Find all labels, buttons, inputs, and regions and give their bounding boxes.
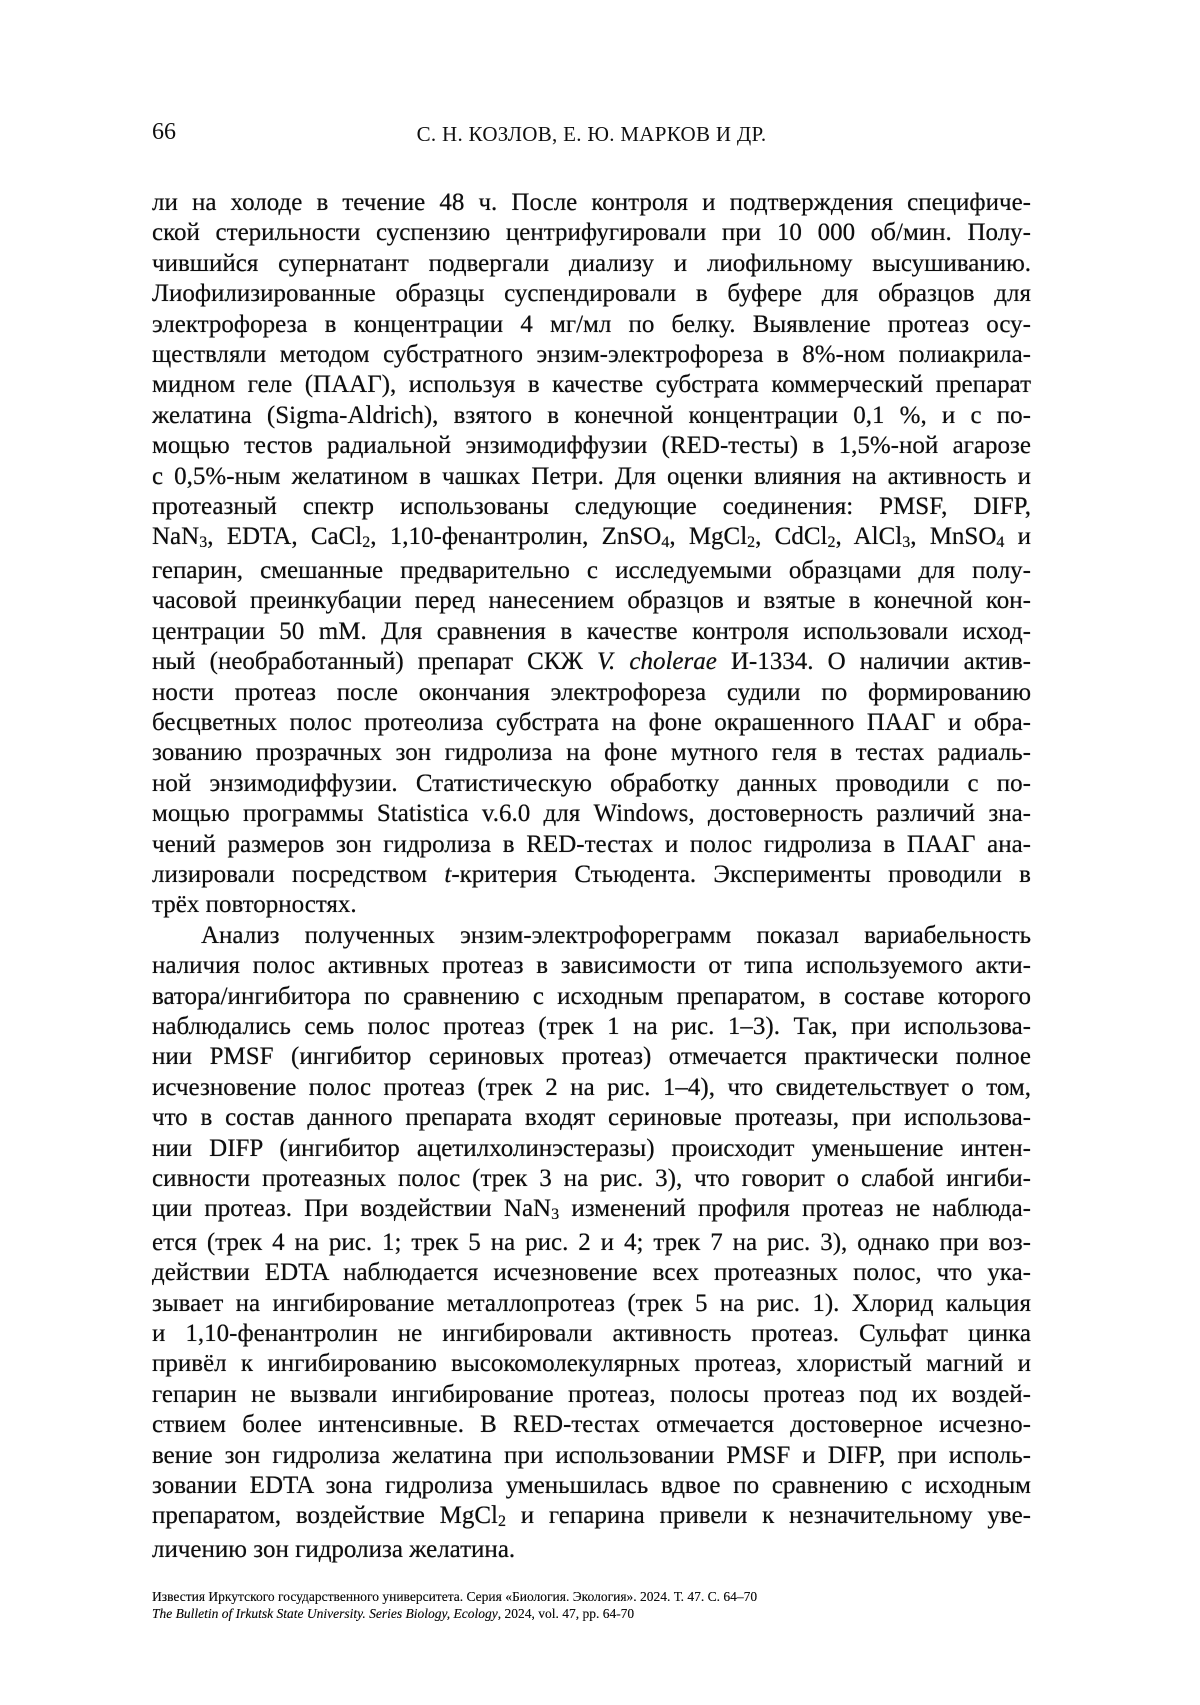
text-segment: что в состав данного препарата входят сериновые протеазы, при использова- [152,1104,1031,1132]
text-line [152,1164,1031,1194]
text-line [152,1471,1031,1501]
text-line [152,890,1031,920]
text-line [152,921,1031,951]
subscript-text: 3 [551,1206,560,1224]
text-segment: ный (необработанный) препарат СКЖ [152,648,597,676]
footer-journal-ru: Известия Иркутского государственного университета. Серия «Биология. Экология». 2024. Т. 47. С. 64–70 [152,1589,758,1604]
text-line [152,522,1031,555]
text-segment: препаратом, воздействие MgCl [152,1502,498,1530]
text-segment: , MnSO [910,523,997,551]
text-segment: , EDTA, CaCl [207,523,363,551]
text-line [152,708,1031,738]
text-line [152,1073,1031,1103]
page-number: 66 [152,119,176,145]
text-segment: мидном геле (ПААГ), используя в качестве субстрата коммерческий препарат [152,371,1031,399]
text-segment: желатина (Sigma-Aldrich), взятого в конечной концентрации 0,1 %, и с по- [152,401,1031,429]
text-line [152,586,1031,616]
text-segment: гепарин не вызвали ингибирование протеаз, полосы протеаз под их воздей- [152,1380,1031,1408]
text-line [152,249,1031,279]
text-segment: и [1004,523,1032,551]
text-line [152,1103,1031,1133]
text-segment: с 0,5%-ным желатином в чашках Петри. Для оценки влияния на активность и [152,462,1031,490]
text-segment: Анализ полученных энзим-электрофореграмм показал вариабельность [201,921,1031,949]
text-segment: ществляли методом субстратного энзим-электрофореза в 8%-ном полиакрила- [152,341,1031,369]
text-line [152,647,1031,677]
text-segment: бесцветных полос протеолиза субстрата на фоне окрашенного ПААГ и обра- [152,708,1031,736]
text-segment: чившийся супернатант подвергали диализу и лиофильному высушиванию. [152,249,1031,277]
text-line [152,860,1031,890]
footer [152,1589,1031,1622]
text-segment: Лиофилизированные образцы суспендировали в буфере для образцов для [152,280,1031,308]
text-segment: лизировали посредством [152,860,445,888]
text-line [152,982,1031,1012]
text-segment: трёх повторностях. [152,891,357,919]
text-line [152,1194,1031,1227]
text-line [152,1535,1031,1565]
text-line [152,462,1031,492]
text-segment: зовании EDTA зона гидролиза уменьшилась вдвое по сравнению с исходным [152,1472,1031,1500]
text-segment: ции протеаз. При воздействии NaN [152,1195,552,1223]
text-segment: зованию прозрачных зон гидролиза на фоне мутного геля в тестах радиаль- [152,739,1031,767]
article-body [152,188,1031,1565]
italic-text: V. cholerae [596,648,717,676]
text-segment: сивности протеазных полос (трек 3 на рис. 3), что говорит о слабой ингиби- [152,1165,1031,1192]
text-line [152,1441,1031,1471]
text-line [152,1289,1031,1319]
text-segment: -критерия Стьюдента. Эксперименты проводили в [451,860,1031,888]
text-segment: центрации 50 mM. Для сравнения в качестве контроля использовали исход- [152,617,1031,645]
text-segment: ности протеаз после окончания электрофореза судили по формированию [152,678,1031,706]
text-segment: И-1334. О наличии актив- [716,648,1031,676]
text-line [152,678,1031,708]
text-line [152,1380,1031,1410]
text-line [152,1042,1031,1072]
subscript-text: 2 [362,534,371,552]
text-line [152,492,1031,522]
subscript-text: 3 [199,534,208,552]
text-segment: часовой преинкубации перед нанесением образцов и взятые в конечной кон- [152,587,1031,615]
text-segment: и 1,10-фенантролин не ингибировали активность протеаз. Сульфат цинка [152,1320,1031,1348]
text-line [152,617,1031,647]
text-segment: вение зон гидролиза желатина при использовании PMSF и DIFP, при исполь- [152,1441,1031,1469]
subscript-text: 2 [497,1513,506,1531]
text-segment: чений размеров зон гидролиза в RED-тестах и полос гидролиза в ПААГ ана- [152,830,1031,858]
text-line [152,401,1031,431]
running-head: С. Н. КОЗЛОВ, Е. Ю. МАРКОВ И ДР. [416,122,767,146]
text-line [152,799,1031,829]
text-line [152,951,1031,981]
text-line [152,1410,1031,1440]
text-line [152,1349,1031,1379]
text-segment: привёл к ингибированию высокомолекулярных протеаз, хлористый магний и [152,1350,1031,1378]
text-segment: гепарин, смешанные предварительно с исследуемыми образцами для полу- [152,556,1031,584]
text-line [152,188,1031,218]
text-line [152,218,1031,248]
text-segment: , CdCl [755,523,828,551]
text-segment: и гепарина привели к незначительному уве- [505,1502,1031,1530]
text-line [152,1134,1031,1164]
text-segment: , 1,10-фенантролин, ZnSO [370,523,662,551]
text-line [152,340,1031,370]
text-segment: ной энзимодиффузии. Статистическую обработку данных проводили с по- [152,769,1031,797]
text-segment: мощью программы Statistica v.6.0 для Windows, достоверность различий зна- [152,800,1031,828]
text-segment: мощью тестов радиальной энзимодиффузии (RED-тесты) в 1,5%-ной агарозе [152,432,1031,460]
text-line [152,1319,1031,1349]
subscript-text: 2 [827,534,836,552]
text-segment: , MgCl [669,523,748,551]
text-segment: зывает на ингибирование металлопротеаз (трек 5 на рис. 1). Хлорид кальция [152,1289,1031,1317]
text-segment: ватора/ингибитора по сравнению с исходным препаратом, в составе которого [152,982,1031,1010]
subscript-text: 4 [996,534,1005,552]
subscript-text: 3 [902,534,911,552]
text-segment: электрофореза в концентрации 4 мг/мл по белку. Выявление протеаз осу- [152,310,1031,338]
text-line [152,556,1031,586]
text-segment: , 2024, vol. 47, pp. 64-70 [497,1605,635,1621]
text-segment: , AlCl [835,523,903,551]
text-line [152,279,1031,309]
text-line [152,431,1031,461]
text-line [152,310,1031,340]
text-segment: исчезновение полос протеаз (трек 2 на рис. 1–4), что свидетельствует о том, [152,1073,1031,1101]
footer-journal-en [152,1606,1031,1623]
text-line [152,738,1031,768]
subscript-text: 2 [747,534,756,552]
text-line [152,1012,1031,1042]
text-segment: ется (трек 4 на рис. 1; трек 5 на рис. 2 и 4; трек 7 на рис. 3), однако при воз- [152,1228,1031,1256]
text-segment: личению зон гидролиза желатина. [152,1535,516,1563]
text-segment: наблюдались семь полос протеаз (трек 1 на рис. 1–3). Так, при использова- [152,1012,1031,1040]
text-segment: ской стерильности суспензию центрифугировали при 10 000 об/мин. Полу- [152,219,1031,247]
text-segment: изменений профиля протеаз не наблюда- [559,1195,1031,1223]
text-segment: действии EDTA наблюдается исчезновение всех протеазных полос, что ука- [152,1259,1031,1287]
italic-text: t [444,860,452,888]
text-segment: нии PMSF (ингибитор сериновых протеаз) отмечается практически полное [152,1043,1031,1071]
text-line [152,1258,1031,1288]
text-segment: NaN [152,523,200,551]
text-line [152,1501,1031,1534]
text-line [152,370,1031,400]
text-line [152,769,1031,799]
subscript-text: 4 [661,534,670,552]
text-segment: наличия полос активных протеаз в зависимости от типа используемого акти- [152,952,1031,980]
italic-text: The Bulletin of Irkutsk State University. Series Biology, Ecology [152,1605,498,1621]
text-line [152,1228,1031,1258]
text-segment: протеазный спектр использованы следующие соединения: PMSF, DIFP, [152,493,1031,521]
text-line [152,830,1031,860]
text-segment: нии DIFP (ингибитор ацетилхолинэстеразы) происходит уменьшение интен- [152,1134,1031,1162]
text-segment: ствием более интенсивные. В RED-тестах отмечается достоверное исчезно- [152,1411,1031,1439]
text-segment: ли на холоде в течение 48 ч. После контроля и подтверждения специфиче- [152,189,1031,216]
